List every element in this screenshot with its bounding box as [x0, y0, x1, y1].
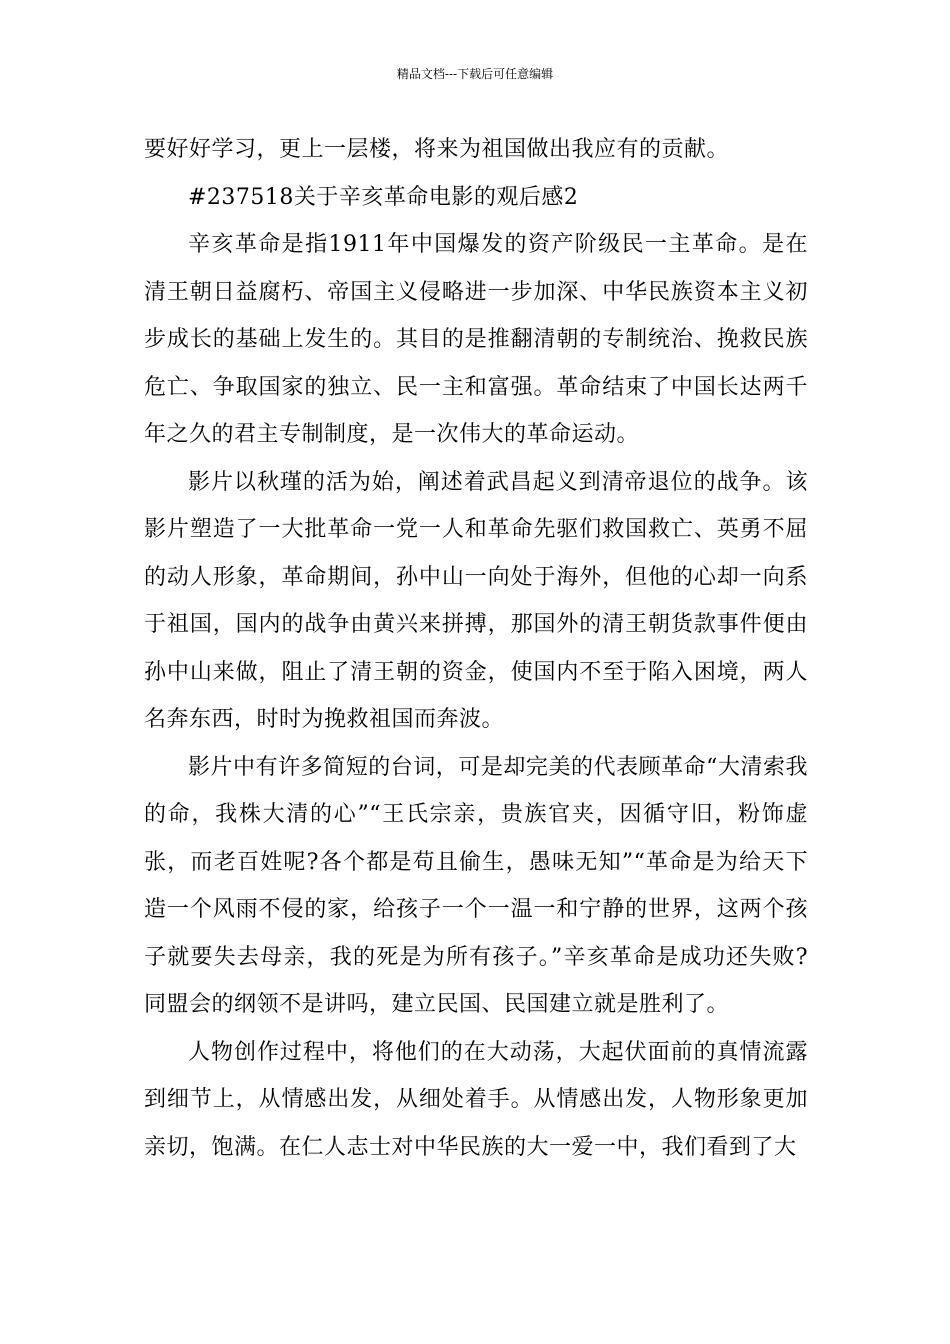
- section-heading: #237518关于辛亥革命电影的观后感2: [188, 184, 579, 210]
- page-header: 精品文档---下载后可任意编辑: [396, 67, 554, 81]
- document-body: [144, 126, 808, 1171]
- paragraph: 辛亥革命是指1911年中国爆发的资产阶级民一主革命。是在清王朝日益腐朽、帝国主义侵略进一步加深、中华民族资本主义初步成长的基础上发生的。其目的是推翻清朝的专制统治、挽救民族危亡、争取国家的独立、民一主和富强。革命结束了中国长达两千年之久的君主专制制度，是一次伟大的革命运动。: [144, 232, 808, 447]
- paragraph: 人物创作过程中，将他们的在大动荡，大起伏面前的真情流露到细节上，从情感出发，从细处着手。从情感出发，人物形象更加亲切，饱满。在仁人志士对中华民族的大一爱一中，我们看到了大: [144, 1039, 808, 1160]
- paragraph-continuation: 要好好学习，更上一层楼，将来为祖国做出我应有的贡献。: [144, 137, 730, 162]
- paragraph: 影片中有许多简短的台词，可是却完美的代表顾革命“大清索我的命，我株大清的心”“王氏宗亲，贵族官夹，因循守旧，粉饰虚张，而老百姓呢?各个都是苟且偷生，愚味无知”“革命是为给天下造一个风雨不侵的家，给孩子一个一温一和宁静的世界，这两个孩子就要失去母亲，我的死是为所有孩子。”辛亥革命是成功还失败?同盟会的纲领不是讲吗，建立民国、民国建立就是胜利了。: [144, 754, 808, 1017]
- paragraph: 影片以秋瑾的活为始，阐述着武昌起义到清帝退位的战争。该影片塑造了一大批革命一党一人和革命先驱们救国救亡、英勇不屈的动人形象，革命期间，孙中山一向处于海外，但他的心却一向系于祖国，国内的战争由黄兴来拼搏，那国外的清王朝货款事件便由孙中山来做，阻止了清王朝的资金，使国内不至于陷入困境，两人名奔东西，时时为挽救祖国而奔波。: [144, 469, 808, 732]
